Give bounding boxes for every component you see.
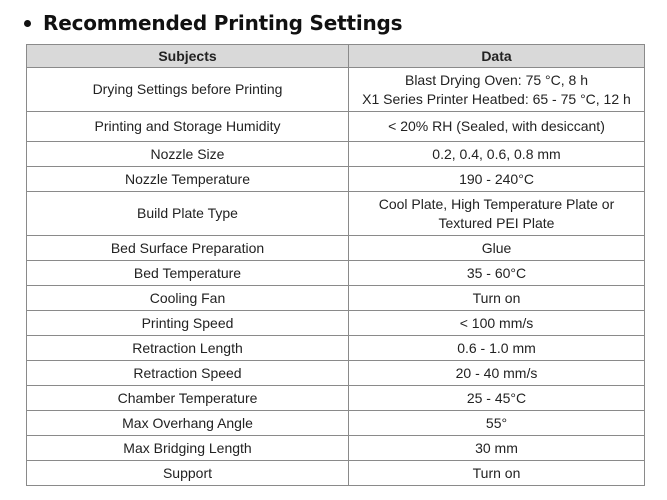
table-row <box>27 286 645 311</box>
table-header-row <box>27 45 645 68</box>
data-line: Blast Drying Oven: 75 °C, 8 h <box>404 71 588 88</box>
column-header-data: Data <box>349 45 645 68</box>
data-cell: < 20% RH (Sealed, with desiccant) <box>349 112 645 142</box>
data-line: Textured PEI Plate <box>438 214 555 231</box>
subject-cell: Cooling Fan <box>27 286 349 311</box>
section-heading <box>22 8 402 38</box>
table-row <box>27 167 645 192</box>
table-row <box>27 411 645 436</box>
data-cell: 25 - 45°C <box>349 386 645 411</box>
table-row <box>27 336 645 361</box>
table-row <box>27 461 645 486</box>
data-cell: 20 - 40 mm/s <box>349 361 645 386</box>
subject-cell: Bed Temperature <box>27 261 349 286</box>
data-cell: 30 mm <box>349 436 645 461</box>
data-cell: 0.2, 0.4, 0.6, 0.8 mm <box>349 142 645 167</box>
data-cell: 55° <box>349 411 645 436</box>
subject-cell: Max Bridging Length <box>27 436 349 461</box>
subject-cell: Retraction Length <box>27 336 349 361</box>
table-row <box>27 68 645 112</box>
data-cell <box>349 192 645 236</box>
data-cell <box>349 68 645 112</box>
table-row <box>27 261 645 286</box>
data-line: X1 Series Printer Heatbed: 65 - 75 °C, 12 h <box>362 90 631 107</box>
heading-text: Recommended Printing Settings <box>43 11 403 35</box>
data-cell: 0.6 - 1.0 mm <box>349 336 645 361</box>
data-cell: Turn on <box>349 461 645 486</box>
data-line: Cool Plate, High Temperature Plate or <box>378 195 615 212</box>
table-row <box>27 192 645 236</box>
printing-settings-table <box>26 44 645 486</box>
subject-cell: Chamber Temperature <box>27 386 349 411</box>
subject-cell: Max Overhang Angle <box>27 411 349 436</box>
data-cell: Glue <box>349 236 645 261</box>
table-row <box>27 236 645 261</box>
bullet-icon <box>24 20 31 27</box>
table-row <box>27 142 645 167</box>
subject-cell: Printing Speed <box>27 311 349 336</box>
table-row <box>27 311 645 336</box>
subject-cell: Support <box>27 461 349 486</box>
table-row <box>27 112 645 142</box>
table-row <box>27 436 645 461</box>
data-cell: < 100 mm/s <box>349 311 645 336</box>
data-cell: Turn on <box>349 286 645 311</box>
table-row <box>27 361 645 386</box>
subject-cell: Retraction Speed <box>27 361 349 386</box>
subject-cell: Build Plate Type <box>27 192 349 236</box>
column-header-subjects: Subjects <box>27 45 349 68</box>
subject-cell: Nozzle Size <box>27 142 349 167</box>
data-cell: 35 - 60°C <box>349 261 645 286</box>
subject-cell: Nozzle Temperature <box>27 167 349 192</box>
subject-cell: Drying Settings before Printing <box>27 68 349 112</box>
subject-cell: Bed Surface Preparation <box>27 236 349 261</box>
table-row <box>27 386 645 411</box>
data-cell: 190 - 240°C <box>349 167 645 192</box>
subject-cell: Printing and Storage Humidity <box>27 112 349 142</box>
